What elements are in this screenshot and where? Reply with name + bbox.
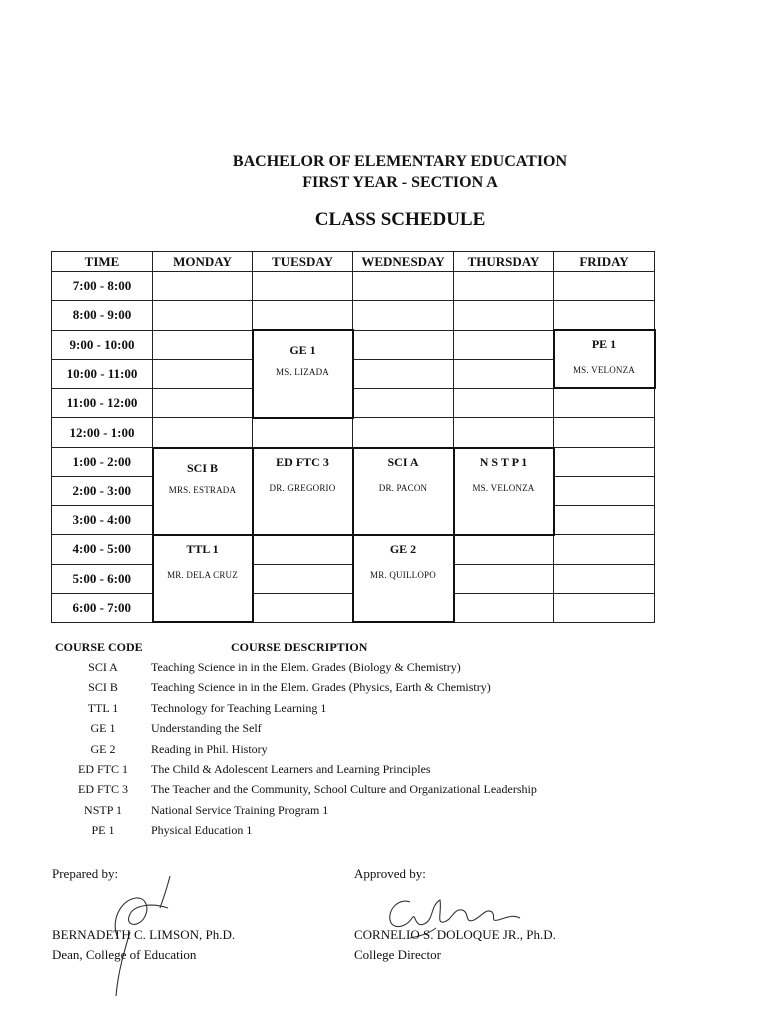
list-item: [55, 721, 537, 741]
year-section: FIRST YEAR - SECTION A: [302, 174, 498, 191]
empty-cell: [554, 535, 655, 565]
list-item: [55, 701, 537, 721]
legend-code: TTL 1: [87, 700, 119, 715]
empty-cell: [454, 564, 554, 593]
col-monday: MONDAY: [153, 252, 253, 272]
time-slot: 1:00 - 2:00: [52, 448, 153, 477]
professor-name: MS. VELONZA: [472, 482, 535, 493]
empty-cell: [253, 535, 353, 565]
class-block-edftc3: [253, 448, 353, 535]
empty-cell: [153, 388, 253, 418]
legend-header: [55, 640, 537, 660]
empty-cell: [353, 388, 454, 418]
list-item: [55, 823, 537, 843]
professor-name: DR. GREGORIO: [269, 482, 336, 493]
empty-cell: [554, 593, 655, 622]
empty-cell: [253, 564, 353, 593]
legend-code-header: COURSE CODE: [55, 640, 143, 654]
time-slot: 3:00 - 4:00: [52, 506, 153, 535]
time-slot: 12:00 - 1:00: [52, 418, 153, 448]
legend-desc: The Teacher and the Community, School Culture and Organizational Leadership: [151, 782, 537, 797]
time-slot: 5:00 - 6:00: [52, 564, 153, 593]
course-code: GE 1: [289, 343, 316, 357]
time-slot: 9:00 - 10:00: [52, 330, 153, 359]
schedule-table: [51, 251, 656, 623]
legend-desc: National Service Training Program 1: [151, 802, 329, 817]
empty-cell: [554, 477, 655, 506]
preparer-name: BERNADETH C. LIMSON, Ph.D.: [52, 927, 236, 942]
course-code: PE 1: [591, 337, 617, 351]
empty-cell: [554, 506, 655, 535]
legend-desc: The Child & Adolescent Learners and Learning Principles: [151, 761, 431, 776]
table-row: [52, 535, 655, 565]
empty-cell: [554, 448, 655, 477]
time-slot: 7:00 - 8:00: [52, 272, 153, 301]
approver-position: College Director: [354, 947, 441, 962]
empty-cell: [554, 418, 655, 448]
empty-cell: [454, 593, 554, 622]
class-block-scia: [353, 448, 454, 535]
legend-desc: Understanding the Self: [151, 721, 262, 736]
table-row: [52, 448, 655, 477]
legend-desc: Technology for Teaching Learning 1: [151, 700, 327, 715]
professor-name: MS. VELONZA: [572, 365, 636, 375]
legend-code: GE 2: [90, 741, 116, 756]
empty-cell: [153, 330, 253, 359]
empty-cell: [153, 359, 253, 388]
empty-cell: [253, 301, 353, 331]
empty-cell: [454, 359, 554, 388]
list-item: [55, 803, 537, 823]
table-row: [52, 272, 655, 301]
col-tuesday: TUESDAY: [253, 252, 353, 272]
empty-cell: [554, 301, 655, 331]
professor-name: MR. DELA CRUZ: [167, 569, 238, 580]
legend-desc: Physical Education 1: [151, 823, 253, 838]
legend-code: PE 1: [91, 823, 115, 838]
empty-cell: [353, 359, 454, 388]
list-item: [55, 680, 537, 700]
empty-cell: [454, 330, 554, 359]
col-friday: FRIDAY: [554, 252, 655, 272]
header-row: [52, 252, 655, 272]
empty-cell: [253, 272, 353, 301]
program-title: BACHELOR OF ELEMENTARY EDUCATION: [232, 153, 568, 170]
prepared-by-label: Prepared by:: [52, 866, 119, 881]
time-slot: 11:00 - 12:00: [52, 388, 153, 418]
legend-code: GE 1: [90, 721, 116, 736]
legend-code: SCI A: [88, 660, 118, 674]
legend-desc: Teaching Science in in the Elem. Grades (Physics, Earth & Chemistry): [151, 680, 491, 695]
professor-name: MR. QUILLOPO: [370, 569, 436, 580]
course-legend: [55, 640, 537, 844]
col-time: TIME: [52, 252, 153, 272]
course-code: TTL 1: [186, 541, 219, 556]
empty-cell: [454, 272, 554, 301]
empty-cell: [554, 388, 655, 418]
empty-cell: [253, 593, 353, 622]
legend-desc: Teaching Science in in the Elem. Grades (Biology & Chemistry): [151, 660, 461, 674]
list-item: [55, 660, 537, 680]
professor-name: MS. LIZADA: [276, 367, 329, 377]
legend-desc: Reading in Phil. History: [151, 741, 268, 756]
empty-cell: [153, 418, 253, 448]
class-block-scib: [153, 448, 253, 535]
course-code: N S T P 1: [479, 454, 528, 469]
col-thursday: THURSDAY: [454, 252, 554, 272]
approved-by-label: Approved by:: [354, 866, 426, 881]
list-item: [55, 782, 537, 802]
empty-cell: [153, 301, 253, 331]
empty-cell: [353, 272, 454, 301]
list-item: [55, 762, 537, 782]
preparer-position: Dean, College of Education: [52, 947, 197, 962]
empty-cell: [353, 330, 454, 359]
class-block-nstp1: [454, 448, 554, 535]
approver-name: CORNELIO S. DOLOQUE JR., Ph.D.: [354, 927, 556, 942]
empty-cell: [353, 301, 454, 331]
legend-code: SCI B: [88, 680, 118, 695]
course-code: GE 2: [389, 541, 417, 556]
class-block-ge1: [253, 330, 353, 418]
legend-code: ED FTC 3: [77, 782, 128, 797]
col-wednesday: WEDNESDAY: [353, 252, 454, 272]
table-row: [52, 388, 655, 418]
empty-cell: [454, 388, 554, 418]
empty-cell: [353, 418, 454, 448]
time-slot: 2:00 - 3:00: [52, 477, 153, 506]
class-block-ge2: [353, 535, 454, 623]
class-block-ttl1: [153, 535, 253, 623]
time-slot: 4:00 - 5:00: [52, 535, 153, 565]
course-code: SCI A: [387, 454, 419, 469]
table-row: [52, 301, 655, 331]
course-code: SCI B: [186, 460, 218, 475]
empty-cell: [253, 418, 353, 448]
time-slot: 8:00 - 9:00: [52, 301, 153, 331]
table-row: [52, 330, 655, 359]
legend-code: ED FTC 1: [77, 761, 128, 776]
class-block-pe1: [554, 330, 655, 388]
schedule-title: CLASS SCHEDULE: [314, 209, 486, 230]
empty-cell: [554, 564, 655, 593]
legend-code: NSTP 1: [84, 802, 122, 817]
legend-desc-header: COURSE DESCRIPTION: [231, 640, 368, 654]
time-slot: 6:00 - 7:00: [52, 593, 153, 622]
time-slot: 10:00 - 11:00: [52, 359, 153, 388]
professor-name: DR. PACON: [378, 482, 428, 493]
empty-cell: [454, 418, 554, 448]
empty-cell: [554, 272, 655, 301]
empty-cell: [454, 535, 554, 565]
list-item: [55, 742, 537, 762]
empty-cell: [454, 301, 554, 331]
empty-cell: [153, 272, 253, 301]
table-row: [52, 418, 655, 448]
course-code: ED FTC 3: [276, 454, 329, 469]
professor-name: MRS. ESTRADA: [168, 484, 237, 495]
